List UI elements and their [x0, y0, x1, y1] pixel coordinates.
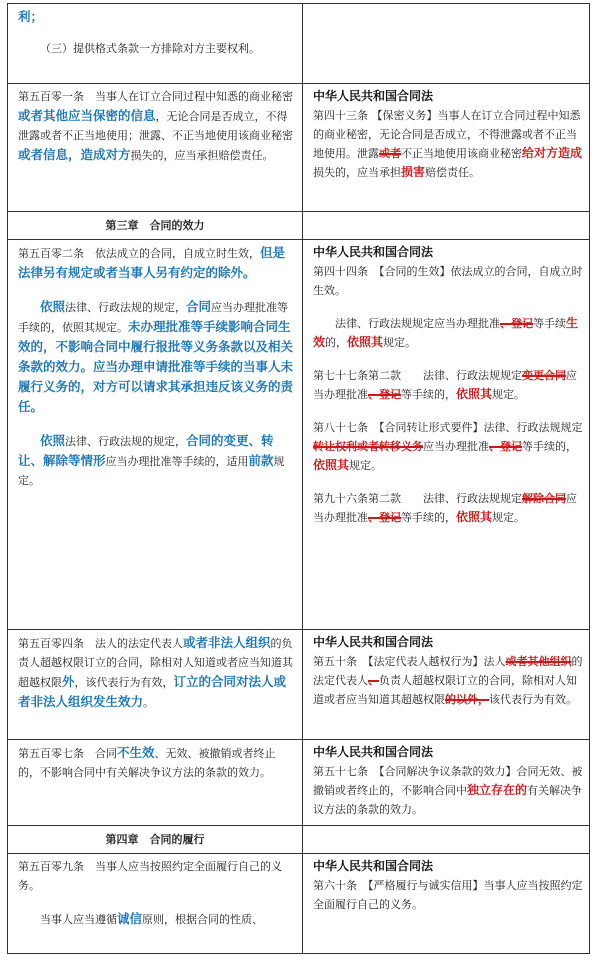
article-57: 第五十七条 【合同解决争议条款的效力】合同无效、被撤销或者终止的，不影响合同中独立存在的有关解决争议方法的条款的效力。 [313, 765, 583, 816]
law-title: 中华人民共和国合同法 [313, 745, 434, 759]
article-87: 第八十七条 【合同转让形式要件】法律、行政法规规定转让权利或者转移义务应当办理批准、登记等手续的，依照其规定。 [313, 421, 583, 472]
table-row [8, 826, 590, 854]
chapter-heading: 第四章 合同的履行 [8, 826, 303, 854]
table-row [8, 740, 590, 826]
article-text: （三）提供格式条款一方排除对方主要权利。 [40, 42, 260, 55]
chapter-heading: 第三章 合同的效力 [8, 212, 303, 240]
article-text: 利； [18, 9, 44, 24]
table-row [8, 84, 590, 212]
table-row [8, 4, 590, 84]
paragraph: 当事人应当遵循诚信原则，根据合同的性质、 [40, 911, 264, 926]
article-502: 第五百零二条 依法成立的合同，自成立时生效，但是法律另有规定或者当事人另有约定的除外。 [18, 245, 286, 280]
right-cell [303, 84, 590, 212]
law-title: 中华人民共和国合同法 [313, 245, 434, 259]
article-50: 第五十条 【法定代表人越权行为】法人或者其他组织的法定代表人、负责人超越权限订立的合同，除相对人知道或者应当知道其超越权限的以外，该代表行为有效。 [313, 655, 583, 706]
law-title: 中华人民共和国合同法 [313, 859, 434, 873]
table-row [8, 240, 590, 630]
left-cell [8, 4, 303, 84]
paragraph: 依照法律、行政法规的规定，合同应当办理批准等手续的，依照其规定。未办理批准等手续影响合同生效的，不影响合同中履行报批等义务条款以及相关条款的效力。应当办理申请批准等手续的当事人未履行义务的，对方可以请求其承担违反该义务的责任。 [18, 299, 294, 414]
right-cell [303, 240, 590, 630]
article-501: 第五百零一条 当事人在订立合同过程中知悉的商业秘密或者其他应当保密的信息，无论合同是否成立，不得泄露或者不正当地使用；泄露、不正当地使用该商业秘密或者信息，造成对方损失的，应当承担赔偿责任。 [18, 90, 293, 162]
left-cell [8, 740, 303, 826]
law-title: 中华人民共和国合同法 [313, 635, 434, 649]
right-cell [303, 4, 590, 84]
paragraph: 依照法律、行政法规的规定，合同的变更、转让、解除等情形应当办理批准等手续的，适用前款规定。 [18, 433, 285, 487]
left-cell [8, 240, 303, 630]
right-cell [303, 854, 590, 954]
article-504: 第五百零四条 法人的法定代表人或者非法人组织的负责人超越权限订立的合同，除相对人知道或者应当知道其超越权限外，该代表行为有效，订立的合同对法人或者非法人组织发生效力。 [18, 635, 293, 709]
right-cell [303, 826, 590, 854]
right-cell [303, 212, 590, 240]
table-row [8, 854, 590, 954]
law-title: 中华人民共和国合同法 [313, 89, 434, 103]
comparison-table [7, 3, 590, 954]
paragraph: 法律、行政法规规定应当办理批准、登记等手续生效的，依照其规定。 [313, 316, 579, 349]
article-96: 第九十六条第二款 法律、行政法规规定解除合同应当办理批准、登记等手续的，依照其规定。 [313, 492, 577, 524]
article-44: 第四十四条 【合同的生效】依法成立的合同，自成立时生效。 [313, 265, 583, 297]
left-cell [8, 854, 303, 954]
table-row [8, 630, 590, 740]
article-509: 第五百零九条 当事人应当按照约定全面履行自己的义务。 [18, 860, 282, 892]
left-cell [8, 630, 303, 740]
right-cell [303, 630, 590, 740]
table-row [8, 212, 590, 240]
article-507: 第五百零七条 合同不生效、无效、被撤销或者终止的，不影响合同中有关解决争议方法的条款的效力。 [18, 745, 276, 779]
article-77: 第七十七条第二款 法律、行政法规规定变更合同应当办理批准、登记等手续的，依照其规定。 [313, 369, 577, 401]
left-cell [8, 84, 303, 212]
right-cell [303, 740, 590, 826]
article-60: 第六十条 【严格履行与诚实信用】当事人应当按照约定全面履行自己的义务。 [313, 879, 583, 911]
article-43: 第四十三条 【保密义务】当事人在订立合同过程中知悉的商业秘密，无论合同是否成立，不得泄露或者不正当地使用。泄露或者不正当地使用该商业秘密给对方造成损失的，应当承担损害赔偿责任。 [313, 109, 583, 179]
